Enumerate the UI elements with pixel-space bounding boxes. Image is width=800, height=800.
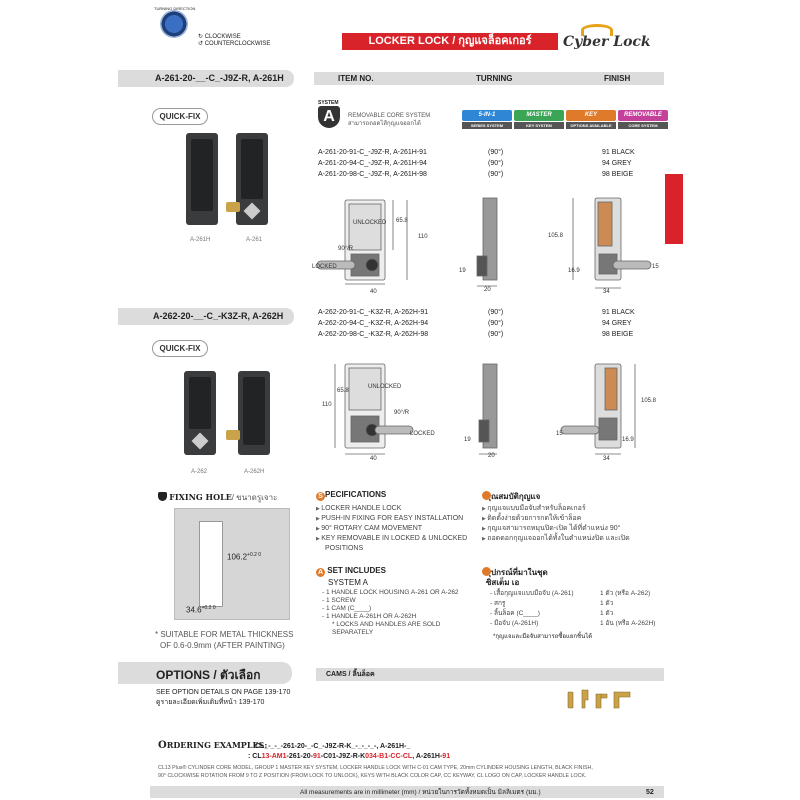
system-badge-sub: SERIES SYSTEM xyxy=(462,122,512,129)
set-title: A SET INCLUDES xyxy=(317,566,386,576)
list-item: SEPARATELY xyxy=(332,629,374,636)
p1-d15: 15 xyxy=(652,264,659,270)
row-turning: (90°) xyxy=(488,331,504,338)
set-th-list xyxy=(490,589,670,629)
triangle-bullet-icon: ▶ xyxy=(482,506,488,512)
fixing-hole-title: FIXING HOLE/ ขนาดรูเจาะ xyxy=(158,491,277,504)
triangle-bullet-icon: ▶ xyxy=(316,516,322,522)
list-item: ▶ ถอดดอกกุญแจออกได้ทั้งในตำแหน่งปิด และเปิด xyxy=(482,535,630,542)
list-item: ▶ 90° ROTARY CAM MOVEMENT xyxy=(316,525,423,532)
p2-d1058: 105.8 xyxy=(641,398,657,404)
row-finish: 91 BLACK xyxy=(602,149,635,156)
product2-table xyxy=(318,307,658,340)
system-badge-sub: CORE SYSTEM xyxy=(618,122,668,129)
p2-unlocked: UNLOCKED xyxy=(368,384,402,390)
system-badge-sub: OPTIONS AVAILABLE xyxy=(566,122,616,129)
quickfix-badge: QUICK-FIX xyxy=(152,108,208,125)
product1-caption-left: A-261H xyxy=(190,237,211,243)
row-finish: 98 BEIGE xyxy=(602,331,634,338)
footer-note: All measurements are in millimeter (mm) / หน่วยในการวัดทั้งหมดเป็น มิลลิเมตร (มม.) xyxy=(300,789,541,796)
set-th-bullet-icon xyxy=(482,567,491,576)
p2-d34: 34 xyxy=(603,456,610,462)
p2-rot: 90°/R xyxy=(394,410,410,416)
p1-d19: 19 xyxy=(459,268,466,274)
row-finish: 98 BEIGE xyxy=(602,171,634,178)
row-item: A-262-20-94-C_-K3Z-R, A-262H-94 xyxy=(318,320,429,327)
row-finish: 91 BLACK xyxy=(602,309,635,316)
triangle-bullet-icon: ▶ xyxy=(482,536,488,542)
spec-title: S PECIFICATIONS xyxy=(316,490,386,501)
table-row xyxy=(318,169,658,180)
product2-caption-left: A-262 xyxy=(191,469,208,475)
row-turning: (90°) xyxy=(488,171,504,178)
fixing-hole-width: $34.6^{+0.2 0}$ xyxy=(186,605,216,615)
turning-direction-label: TURNING DIRECTION xyxy=(154,6,196,11)
cam-2-icon xyxy=(582,690,588,708)
clockwise-icon: ↻ xyxy=(198,34,205,40)
row-item: A-262-20-91-C_-K3Z-R, A-262H-91 xyxy=(318,309,429,316)
list-item: * LOCKS AND HANDLES ARE SOLD xyxy=(332,621,441,628)
system-badge xyxy=(566,110,616,132)
product2-photo-lock xyxy=(184,371,216,455)
list-item: - 1 HANDLE A-261H OR A-262H xyxy=(322,613,417,620)
table-row xyxy=(318,307,658,318)
p1-d40: 40 xyxy=(370,289,377,295)
spec-bullet-icon: S xyxy=(316,492,325,501)
system-badge-label: REMOVABLE xyxy=(618,110,668,121)
p1-unlocked: UNLOCKED xyxy=(353,220,387,226)
table-row xyxy=(318,318,658,329)
list-item: ▶ กุญแจสามารถหมุนปิด-เปิด ได้ที่ตำแหน่ง 90° xyxy=(482,525,621,532)
clockwise-legend: ↻ CLOCKWISE xyxy=(198,34,241,40)
ordering-title: ORDERING EXAMPLES: xyxy=(158,740,268,751)
p1-d1058: 105.8 xyxy=(548,233,564,239)
system-badge-label: 5-IN-1 xyxy=(462,110,512,121)
product1-photo-lock xyxy=(236,133,268,225)
counterclockwise-legend: ↺ COUNTERCLOCKWISE xyxy=(198,41,271,47)
table-row xyxy=(318,158,658,169)
fixing-hole-cutout xyxy=(199,521,223,607)
fixing-note-2: OF 0.6-0.9mm (AFTER PAINTING) xyxy=(160,641,285,650)
row-finish: 94 GREY xyxy=(602,320,632,327)
side-view-2 xyxy=(479,364,497,454)
list-item: ▶ KEY REMOVABLE IN LOCKED & UNLOCKED xyxy=(316,535,468,542)
p2-d15: 15 xyxy=(556,431,563,437)
options-line-1: SEE OPTION DETAILS ON PAGE 139-170 xyxy=(156,689,291,696)
spec-list xyxy=(316,504,476,553)
system-badge xyxy=(618,110,668,132)
p1-d658: 65.8 xyxy=(396,218,408,224)
p1-locked: LOCKED xyxy=(312,264,337,270)
options-line-2: ดูรายละเอียดเพิ่มเติมที่หน้า 139-170 xyxy=(156,699,265,706)
list-item: ▶ PUSH-IN FIXING FOR EASY INSTALLATION xyxy=(316,515,464,522)
p2-d169: 16.9 xyxy=(622,437,634,443)
p1-d169: 16.9 xyxy=(568,268,580,274)
system-badge-label: KEY xyxy=(566,110,616,121)
product1-photo-handle xyxy=(186,133,218,225)
p1-d20: 20 xyxy=(484,287,491,293)
side-view xyxy=(477,198,497,286)
list-item: - สกรู 1 ตัว xyxy=(490,600,614,607)
product2-photo-handle xyxy=(238,371,270,455)
cam-3-icon xyxy=(596,694,607,708)
system-badge xyxy=(514,110,564,132)
p2-d19: 19 xyxy=(464,437,471,443)
row-turning: (90°) xyxy=(488,309,504,316)
list-item: POSITIONS xyxy=(325,545,364,552)
system-letter-badge: A xyxy=(318,106,340,128)
p2-d20: 20 xyxy=(488,453,495,459)
row-turning: (90°) xyxy=(488,160,504,167)
row-turning: (90°) xyxy=(488,149,504,156)
page-title: LOCKER LOCK / กุญแจล็อคเกอร์ xyxy=(342,33,558,50)
cam-1-icon xyxy=(568,692,573,708)
ordering-desc-2: 90° CLOCKWISE ROTATION FROM 9 TO Z POSITION (FROM LOCK TO UNLOCK), KEYS WITH BLACK COLOR CAP, CC KEYWAY, CL LOGO ON CAP, LOCKER HANDLE LOCK. xyxy=(158,773,587,779)
p2-d110: 110 xyxy=(322,402,332,408)
triangle-bullet-icon: ▶ xyxy=(316,506,322,512)
list-item: ▶ ติดตั้งง่ายด้วยการกดให้เข้าล็อค xyxy=(482,515,582,522)
product2-drawings xyxy=(305,356,670,466)
list-item: ▶ กุญแจแบบมือจับสำหรับล็อคเกอร์ xyxy=(482,505,586,512)
system-badges xyxy=(462,110,668,132)
counterclockwise-icon: ↺ xyxy=(198,41,205,47)
product2-cam xyxy=(226,430,240,440)
product1-drawings xyxy=(305,188,670,298)
ordering-desc-1: CL13 Plus® CYLINDER CORE MODEL, GROUP 1 MASTER KEY SYSTEM, LOCKER HANDLE LOCK WITH C-01 CAM TYPE, 20mm CYLINDER HOUSING LENGTH, BLACK FINISH, xyxy=(158,765,593,771)
set-list xyxy=(322,589,482,637)
list-item: ▶ LOCKER HANDLE LOCK xyxy=(316,505,402,512)
system-badge-sub: KEY SYSTEM xyxy=(514,122,564,129)
set-th-title: ุปกรณ์ที่มาในชุด xyxy=(482,566,548,579)
triangle-bullet-icon: ▶ xyxy=(316,536,322,542)
product1-table xyxy=(318,147,658,180)
list-item: - เสื้อกุญแจแบบมือจับ (A-261) 1 ตัว (หรือ A-262) xyxy=(490,590,651,597)
product1-cam xyxy=(226,202,240,212)
table-row xyxy=(318,329,658,340)
set-th-note: *กุญแจและมือจับสามารถซื้อแยกชิ้นได้ xyxy=(493,634,593,640)
spec-th-list xyxy=(482,504,662,544)
page-number: 52 xyxy=(646,789,654,796)
list-item: - 1 SCREW xyxy=(322,597,356,604)
list-item: - ลิ้นล็อค (C____) 1 ตัว xyxy=(490,610,614,617)
p2-d658: 65.8 xyxy=(337,388,349,394)
shield-bullet-icon xyxy=(158,492,167,501)
list-item: - 1 CAM (C____) xyxy=(322,605,372,612)
product2-caption-right: A-262H xyxy=(244,469,265,475)
front-view-2 xyxy=(335,364,413,454)
table-row xyxy=(318,147,658,158)
back-view xyxy=(573,198,651,288)
cam-4-icon xyxy=(614,692,630,708)
set-bullet-icon: A xyxy=(317,569,324,576)
system-badge-label: MASTER xyxy=(514,110,564,121)
quickfix-badge-2: QUICK-FIX xyxy=(152,340,208,357)
product1-caption-right: A-261 xyxy=(246,237,263,243)
brand-logo: Cyber Lock xyxy=(563,24,663,52)
p2-d40: 40 xyxy=(370,456,377,462)
p1-d110: 110 xyxy=(418,234,428,240)
row-item: A-261-20-94-C_-J9Z-R, A-261H-94 xyxy=(318,160,427,167)
row-item: A-261-20-91-C_-J9Z-R, A-261H-91 xyxy=(318,149,427,156)
row-item: A-261-20-98-C_-J9Z-R, A-261H-98 xyxy=(318,171,427,178)
p2-locked: LOCKED xyxy=(410,431,435,437)
spec-th-bullet-icon xyxy=(482,491,491,500)
triangle-bullet-icon: ▶ xyxy=(316,526,322,532)
list-item: - มือจับ (A-261H) 1 อัน (หรือ A-262H) xyxy=(490,620,656,627)
row-turning: (90°) xyxy=(488,320,504,327)
turning-direction-badge xyxy=(160,10,188,38)
cams-images xyxy=(566,686,646,712)
ordering-pattern: CL_-_-_-261-20-_-C_-J9Z-R-K_-_-_-_-, A-261H-_ xyxy=(255,743,411,750)
row-finish: 94 GREY xyxy=(602,160,632,167)
triangle-bullet-icon: ▶ xyxy=(482,516,488,522)
spec-th-title: ุณสมบัติกุญแจ xyxy=(482,490,540,503)
row-item: A-262-20-98-C_-K3Z-R, A-262H-98 xyxy=(318,331,429,338)
front-view xyxy=(317,200,407,284)
p1-rot: 90°/R xyxy=(338,246,354,252)
ordering-example: : CL13-AM1-261-20-91-C01-J9Z-R-K034-B1-CC-CL, A-261H-91 xyxy=(248,753,451,760)
p1-d34: 34 xyxy=(603,289,610,295)
triangle-bullet-icon: ▶ xyxy=(482,526,488,532)
system-badge xyxy=(462,110,512,132)
list-item: - 1 HANDLE LOCK HOUSING A-261 OR A-262 xyxy=(322,589,459,596)
fixing-note-1: * SUITABLE FOR METAL THICKNESS xyxy=(155,630,294,639)
fixing-hole-height: $106.2^{+0.2 0}$ xyxy=(227,552,262,562)
